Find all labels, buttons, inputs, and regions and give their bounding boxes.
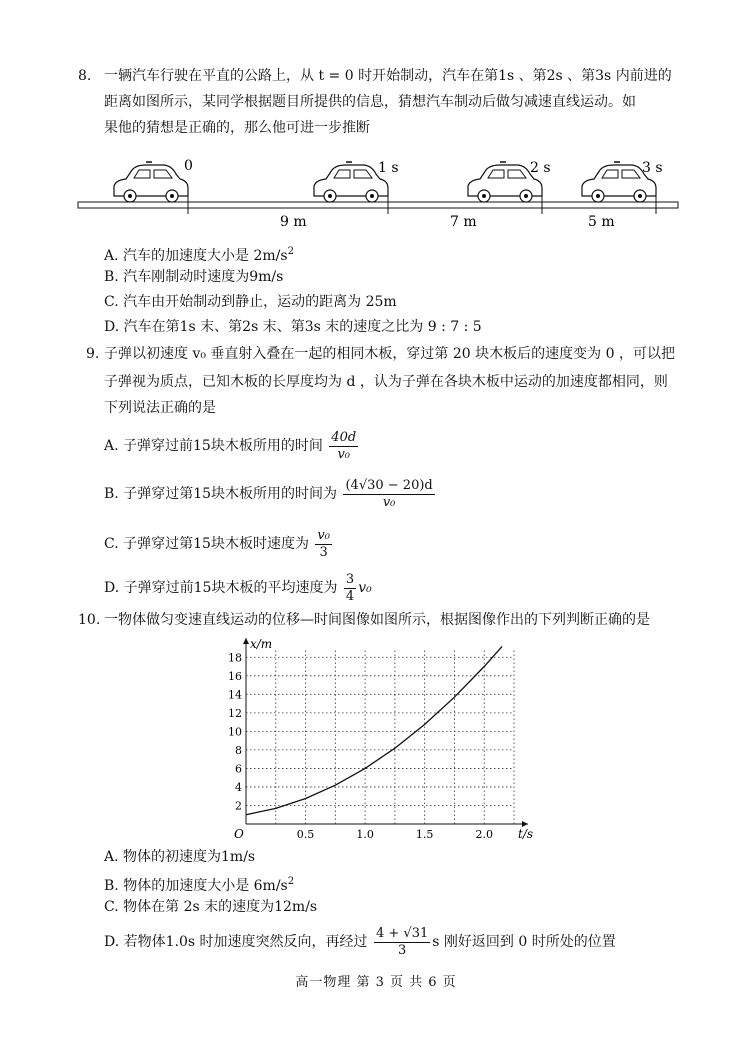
option-key: A. xyxy=(104,438,119,454)
fraction-denominator: 4 xyxy=(345,588,355,604)
option-text: 汽车的加速度大小是 2m/s xyxy=(123,248,288,264)
option-key: C. xyxy=(104,899,119,915)
x-tick-label: 2.0 xyxy=(475,828,493,840)
xt-chart-svg xyxy=(220,632,540,840)
option-tail: v₀ xyxy=(358,580,372,596)
fraction-denominator: v₀ xyxy=(337,446,351,462)
q10-option-b xyxy=(104,872,294,896)
q8-option-b xyxy=(104,267,283,287)
time-label-3: 3 s xyxy=(642,160,663,176)
fraction-denominator: 3 xyxy=(397,942,407,958)
distance-label-2: 7 m xyxy=(450,214,477,230)
y-tick-label: 2 xyxy=(235,799,242,813)
origin-label: O xyxy=(234,827,244,840)
braking-figure xyxy=(70,152,690,232)
option-text: 子弹穿过前15块木板所用的时间 xyxy=(123,438,323,454)
q10-option-c xyxy=(104,897,317,917)
q10-number: 10. xyxy=(78,612,101,628)
page-footer: 高一物理 第 3 页 共 6 页 xyxy=(295,975,457,990)
option-text: 子弹穿过前15块木板的平均速度为 xyxy=(123,580,338,596)
q10-option-d xyxy=(104,922,616,962)
time-label-0: 0 xyxy=(184,158,193,174)
option-key: D. xyxy=(104,319,120,335)
x-tick-label: 0.5 xyxy=(296,828,315,840)
q8-option-a xyxy=(104,242,294,266)
option-text: 物体的加速度大小是 6m/s xyxy=(123,878,288,894)
fraction-denominator: v₀ xyxy=(382,494,396,510)
option-key: B. xyxy=(104,486,119,502)
distance-label-1: 9 m xyxy=(280,214,307,230)
option-text: 汽车由开始制动到静止，运动的距离为 25m xyxy=(123,294,397,310)
road xyxy=(78,202,678,208)
option-key: D. xyxy=(104,580,120,596)
series-line xyxy=(246,646,502,814)
option-text: 汽车刚制动时速度为9m/s xyxy=(123,269,284,285)
option-key: D. xyxy=(104,934,120,950)
fraction-numerator: 4 + √31 xyxy=(376,925,429,941)
x-tick-label: 1.5 xyxy=(415,828,434,840)
option-key: C. xyxy=(104,294,119,310)
q8-number: 8. xyxy=(78,68,92,84)
y-axis-arrow xyxy=(243,638,249,644)
q10-option-a xyxy=(104,847,255,867)
fraction-denominator: 3 xyxy=(319,544,328,560)
q9-option-d xyxy=(104,568,372,608)
car-0 xyxy=(114,162,188,202)
fraction xyxy=(374,926,430,959)
time-label-1: 1 s xyxy=(378,160,399,176)
q9-stem-line-3: 下列说法正确的是 xyxy=(104,400,216,416)
y-tick-label: 18 xyxy=(228,651,242,665)
option-text: 物体的初速度为1m/s xyxy=(123,849,256,865)
y-tick-label: 8 xyxy=(235,743,242,757)
q8-option-d xyxy=(104,317,482,337)
q9-option-c xyxy=(104,524,334,564)
q10-stem: 一物体做匀变速直线运动的位移—时间图像如图所示，根据图像作出的下列判断正确的是 xyxy=(104,612,650,628)
fraction-numerator: 40d xyxy=(331,429,357,445)
x-tick-label: 1.0 xyxy=(356,828,374,840)
option-sup: 2 xyxy=(287,876,295,887)
fraction xyxy=(315,528,332,561)
fraction-numerator: v₀ xyxy=(317,527,330,543)
time-label-2: 2 s xyxy=(530,160,551,176)
option-text: 物体在第 2s 末的速度为12m/s xyxy=(123,899,318,915)
option-sup: 2 xyxy=(287,246,294,257)
option-tail: s 刚好返回到 0 时所处的位置 xyxy=(432,934,616,950)
q9-stem-line-1: 子弹以初速度 v₀ 垂直射入叠在一起的相同木板，穿过第 20 块木板后的速度变为 0 ，可以把 xyxy=(104,346,675,362)
q9-option-a xyxy=(104,426,360,466)
y-tick-label: 6 xyxy=(235,762,242,776)
y-tick-label: 4 xyxy=(235,780,242,794)
distance-label-3: 5 m xyxy=(588,214,615,230)
q9-number: 9. xyxy=(86,346,100,362)
q9-option-b xyxy=(104,474,437,514)
y-tick-label: 10 xyxy=(228,725,242,739)
q8-stem-line-2: 距离如图所示，某同学根据题目所提供的信息，猜想汽车制动后做匀减速直线运动。如 xyxy=(104,94,636,110)
option-text: 子弹穿过第15块木板所用的时间为 xyxy=(123,486,338,502)
option-text: 若物体1.0s 时加速度突然反向，再经过 xyxy=(123,934,368,950)
y-tick-label: 12 xyxy=(228,706,242,720)
road-diagram xyxy=(70,152,690,232)
q9-stem-line-2: 子弹视为质点，已知木板的长厚度均为 d ，认为子弹在各块木板中运动的加速度都相同，则 xyxy=(104,374,668,390)
option-text: 汽车在第1s 末、第2s 末、第3s 末的速度之比为 9 : 7 : 5 xyxy=(123,319,482,335)
xt-chart xyxy=(220,632,540,840)
option-key: B. xyxy=(104,269,119,285)
fraction xyxy=(343,478,434,511)
fraction xyxy=(329,430,358,463)
q8-stem-line-1: 一辆汽车行驶在平直的公路上，从 t = 0 时开始制动，汽车在第1s 、第2s 、第3s 内前进的 xyxy=(104,68,672,84)
x-axis-label: t/s xyxy=(518,827,534,840)
option-key: A. xyxy=(104,849,119,865)
option-key: C. xyxy=(104,536,119,552)
q8-option-c xyxy=(104,292,397,312)
fraction-numerator: 3 xyxy=(345,571,355,587)
option-key: A. xyxy=(104,248,119,264)
y-axis-label: x/m xyxy=(250,637,273,651)
y-tick-label: 16 xyxy=(228,669,242,683)
option-key: B. xyxy=(104,878,119,894)
q8-stem-line-3: 果他的猜想是正确的，那么他可进一步推断 xyxy=(104,120,370,136)
fraction xyxy=(344,572,356,605)
fraction-numerator: (4√30 − 20)d xyxy=(345,477,433,493)
option-text: 子弹穿过第15块木板时速度为 xyxy=(123,536,309,552)
car-1s xyxy=(314,162,388,202)
y-tick-label: 14 xyxy=(228,688,242,702)
